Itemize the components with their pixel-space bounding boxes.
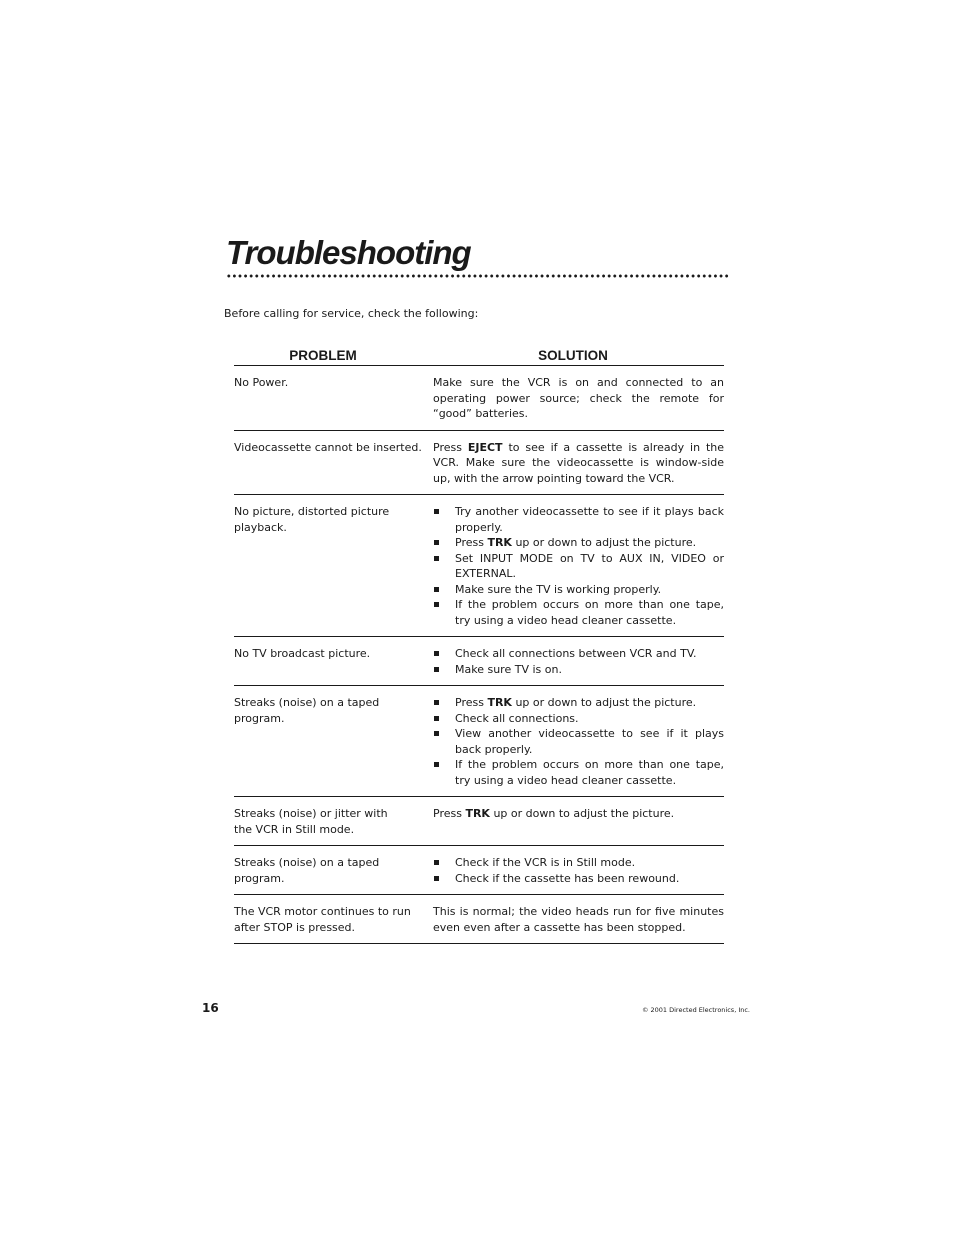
- solution-text: up or down to adjust the picture.: [511, 696, 697, 709]
- button-name-text: EJECT: [467, 440, 503, 454]
- solution-text: Set INPUT MODE on TV to AUX IN, VIDEO or EXTERNAL.: [455, 551, 724, 580]
- bullet-item: [433, 695, 724, 711]
- table-row: [234, 686, 724, 797]
- solution-cell: [433, 646, 724, 677]
- page-title: Troubleshooting: [226, 234, 471, 271]
- bullet-item: [433, 757, 724, 788]
- solution-text: Make sure TV is on.: [455, 662, 562, 676]
- problem-cell: No TV broadcast picture.: [234, 647, 371, 660]
- solution-cell: [433, 855, 724, 886]
- troubleshooting-table: [234, 348, 724, 944]
- solution-text: to see if a cassette is already in the VCR. Make sure the videocassette is window-side up, with the arrow pointing toward the VCR.: [433, 440, 724, 485]
- solution-text: Check if the cassette has been rewound.: [455, 871, 680, 885]
- table-row: [234, 431, 724, 496]
- dotted-divider: [226, 274, 730, 278]
- solution-cell: [433, 504, 724, 628]
- problem-cell: Videocassette cannot be inserted.: [234, 440, 422, 454]
- bullet-item: [433, 551, 724, 582]
- table-header: [234, 348, 724, 366]
- table-row: [234, 895, 724, 944]
- bullet-item: [433, 646, 724, 662]
- bullet-item: [433, 711, 724, 727]
- table-row: [234, 797, 724, 846]
- button-name-text: TRK: [487, 536, 512, 549]
- solution-text: up or down to adjust the picture.: [511, 536, 697, 549]
- table-row: [234, 637, 724, 686]
- bullet-item: [433, 582, 724, 598]
- solution-cell: [433, 695, 724, 788]
- solution-text: Check if the VCR is in Still mode.: [455, 856, 636, 869]
- solution-bullet-list: [433, 504, 724, 628]
- solution-bullet-list: [433, 695, 724, 788]
- solution-text: Make sure the TV is working properly.: [455, 582, 662, 596]
- table-row: [234, 366, 724, 431]
- solution-text: Try another videocassette to see if it plays back properly.: [455, 505, 724, 534]
- solution-cell: [433, 806, 724, 837]
- solution-cell: [433, 375, 724, 422]
- problem-cell: No picture, distorted picture playback.: [234, 505, 390, 534]
- solution-bullet-list: [433, 855, 724, 886]
- table-row: [234, 495, 724, 637]
- solution-text: Press: [455, 696, 488, 709]
- solution-text: Press: [433, 807, 466, 820]
- solution-text: Press: [455, 536, 488, 549]
- button-name-text: TRK: [465, 807, 490, 820]
- bullet-item: [433, 726, 724, 757]
- solution-cell: [433, 904, 724, 935]
- header-solution: SOLUTION: [538, 348, 608, 363]
- solution-text: View another videocassette to see if it plays back properly.: [455, 727, 724, 756]
- solution-text: Make sure the VCR is on and connected to an operating power source; check the remote for “good” batteries.: [433, 376, 724, 420]
- problem-cell: Streaks (noise) on a taped program.: [234, 856, 380, 885]
- problem-cell: Streaks (noise) on a taped program.: [234, 696, 380, 725]
- solution-text: Press: [433, 440, 468, 454]
- problem-cell: The VCR motor continues to run after STOP is pressed.: [234, 905, 411, 934]
- page-number: 16: [202, 1001, 219, 1015]
- bullet-item: [433, 855, 724, 871]
- solution-cell: [433, 440, 724, 487]
- bullet-item: [433, 504, 724, 535]
- bullet-item: [433, 662, 724, 678]
- bullet-item: [433, 871, 724, 887]
- solution-text: up or down to adjust the picture.: [489, 807, 675, 820]
- problem-cell: Streaks (noise) or jitter with the VCR in Still mode.: [234, 807, 388, 836]
- problem-cell: No Power.: [234, 376, 289, 389]
- table-row: [234, 846, 724, 895]
- button-name-text: TRK: [487, 696, 512, 709]
- solution-text: If the problem occurs on more than one tape, try using a video head cleaner cassette.: [455, 598, 724, 627]
- bullet-item: [433, 597, 724, 628]
- table-body: [234, 366, 724, 944]
- solution-text: This is normal; the video heads run for five minutes even even after a cassette has been stopped.: [433, 905, 724, 934]
- solution-text: Check all connections.: [455, 711, 579, 725]
- solution-text: Check all connections between VCR and TV.: [455, 647, 697, 660]
- solution-text: If the problem occurs on more than one tape, try using a video head cleaner cassette.: [455, 758, 724, 787]
- bullet-item: [433, 535, 724, 551]
- copyright-notice: © 2001 Directed Electronics, Inc.: [641, 1006, 750, 1014]
- intro-text: Before calling for service, check the following:: [224, 307, 479, 320]
- solution-bullet-list: [433, 646, 724, 677]
- header-problem: PROBLEM: [289, 348, 357, 363]
